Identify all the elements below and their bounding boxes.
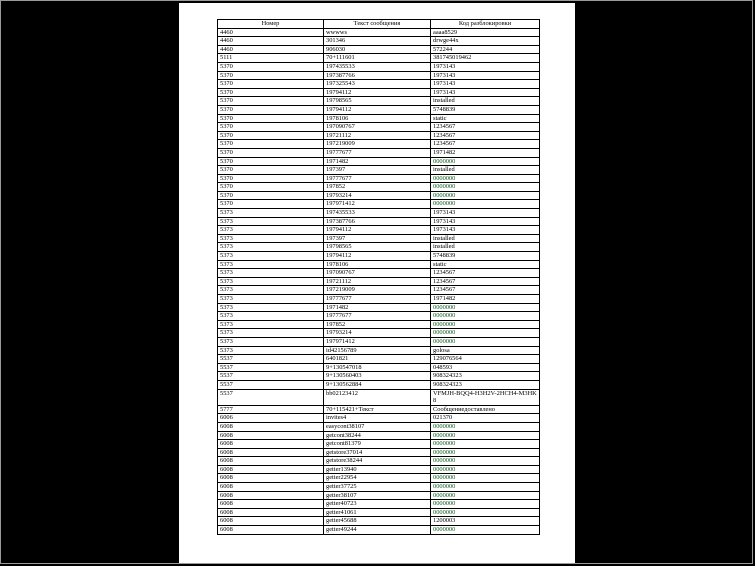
cell-message-text: getstore37014 [324, 448, 431, 457]
cell-number: 5370 [218, 123, 324, 132]
cell-unlock-code: 1234567 [431, 286, 540, 295]
cell-message-text: 197219009 [324, 286, 431, 295]
table-row [218, 54, 540, 63]
table-row [218, 217, 540, 226]
cell-unlock-code: static [431, 260, 540, 269]
cell-unlock-code: 1200003 [431, 517, 540, 526]
table-row [218, 62, 540, 71]
cell-number: 5777 [218, 405, 324, 414]
cell-number: 5373 [218, 252, 324, 261]
cell-number: 6008 [218, 517, 324, 526]
cell-number: 5111 [218, 54, 324, 63]
cell-message-text: 19794112 [324, 105, 431, 114]
cell-message-text: 19777677 [324, 174, 431, 183]
cell-number: 5537 [218, 380, 324, 389]
cell-message-text: 197090767 [324, 269, 431, 278]
table-row [218, 526, 540, 535]
cell-message-text: getter45688 [324, 517, 431, 526]
cell-unlock-code: 0000000 [431, 183, 540, 192]
cell-message-text: 301346 [324, 37, 431, 46]
cell-message-text: 1978106 [324, 114, 431, 123]
cell-unlock-code: installed [431, 234, 540, 243]
cell-number: 6008 [218, 491, 324, 500]
cell-message-text: 19794112 [324, 226, 431, 235]
cell-message-text: 19793214 [324, 329, 431, 338]
cell-number: 5370 [218, 148, 324, 157]
table-row [218, 37, 540, 46]
cell-unlock-code: static [431, 114, 540, 123]
cell-message-text: getter40723 [324, 500, 431, 509]
cell-message-text: 19798565 [324, 243, 431, 252]
document-page [179, 3, 575, 563]
table-row [218, 337, 540, 346]
cell-unlock-code: 1234567 [431, 131, 540, 140]
cell-message-text: getcont38244 [324, 431, 431, 440]
cell-unlock-code: 0000000 [431, 337, 540, 346]
cell-number: 5370 [218, 157, 324, 166]
cell-message-text: easycont38107 [324, 422, 431, 431]
cell-message-text: getter41061 [324, 508, 431, 517]
table-row [218, 183, 540, 192]
cell-message-text: 197852 [324, 320, 431, 329]
cell-message-text: 197090767 [324, 123, 431, 132]
cell-unlock-code: 1973143 [431, 88, 540, 97]
cell-unlock-code: 1973143 [431, 209, 540, 218]
table-row [218, 105, 540, 114]
cell-number: 5370 [218, 191, 324, 200]
cell-number: 5537 [218, 372, 324, 381]
cell-message-text: 19777677 [324, 295, 431, 304]
cell-number: 5373 [218, 277, 324, 286]
table-row [218, 440, 540, 449]
cell-number: 6008 [218, 465, 324, 474]
table-row [218, 414, 540, 423]
cell-unlock-code: 1234567 [431, 123, 540, 132]
cell-unlock-code: 048593 [431, 363, 540, 372]
cell-unlock-code: 1973143 [431, 217, 540, 226]
table-row [218, 157, 540, 166]
cell-number: 5537 [218, 389, 324, 405]
cell-unlock-code: 0000000 [431, 329, 540, 338]
cell-unlock-code: 0000000 [431, 465, 540, 474]
cell-number: 5373 [218, 234, 324, 243]
cell-unlock-code: 1973143 [431, 80, 540, 89]
table-row [218, 140, 540, 149]
cell-number: 5370 [218, 105, 324, 114]
table-row [218, 131, 540, 140]
cell-number: 5370 [218, 200, 324, 209]
table-row [218, 269, 540, 278]
cell-unlock-code: Сообщениедоставлено [431, 405, 540, 414]
cell-unlock-code: 0000000 [431, 483, 540, 492]
cell-unlock-code: installed [431, 243, 540, 252]
cell-number: 5373 [218, 226, 324, 235]
table-row [218, 380, 540, 389]
cell-unlock-code: VFMJH-BQQ4-H3H2V-2HCH4-M3HK8 [431, 389, 540, 405]
cell-message-text: getter37725 [324, 483, 431, 492]
table-row [218, 363, 540, 372]
cell-number: 4460 [218, 45, 324, 54]
cell-number: 6008 [218, 440, 324, 449]
cell-number: 4460 [218, 28, 324, 37]
table-row [218, 114, 540, 123]
cell-unlock-code: 021370 [431, 414, 540, 423]
table-row [218, 329, 540, 338]
cell-number: 5370 [218, 140, 324, 149]
table-row [218, 148, 540, 157]
cell-number: 5373 [218, 312, 324, 321]
cell-unlock-code: 0000000 [431, 320, 540, 329]
cell-number: 6008 [218, 508, 324, 517]
cell-number: 5373 [218, 217, 324, 226]
cell-unlock-code: drwge44x [431, 37, 540, 46]
cell-message-text: 70+115421+Текст [324, 405, 431, 414]
cell-number: 6008 [218, 526, 324, 535]
table-row [218, 226, 540, 235]
table-row [218, 346, 540, 355]
cell-number: 5373 [218, 337, 324, 346]
cell-unlock-code: 0000000 [431, 191, 540, 200]
table-row [218, 260, 540, 269]
table-row [218, 483, 540, 492]
cell-number: 5373 [218, 346, 324, 355]
cell-number: 6006 [218, 414, 324, 423]
cell-message-text: 70+111601 [324, 54, 431, 63]
cell-unlock-code: 0000000 [431, 422, 540, 431]
cell-message-text: 19777677 [324, 312, 431, 321]
cell-message-text: 197387766 [324, 217, 431, 226]
table-row [218, 320, 540, 329]
cell-number: 5373 [218, 329, 324, 338]
table-row [218, 312, 540, 321]
cell-message-text: 9+130547018 [324, 363, 431, 372]
cell-unlock-code: 1234567 [431, 269, 540, 278]
cell-message-text: 1971482 [324, 157, 431, 166]
cell-unlock-code: 0000000 [431, 200, 540, 209]
cell-message-text: getcont81379 [324, 440, 431, 449]
table-row [218, 174, 540, 183]
cell-unlock-code: 1971482 [431, 295, 540, 304]
cell-number: 6008 [218, 457, 324, 466]
cell-unlock-code: 0000000 [431, 440, 540, 449]
table-row [218, 45, 540, 54]
cell-message-text: getter22954 [324, 474, 431, 483]
cell-number: 6008 [218, 483, 324, 492]
cell-number: 5373 [218, 243, 324, 252]
cell-number: 5373 [218, 303, 324, 312]
cell-message-text: 9+130560403 [324, 372, 431, 381]
cell-number: 5537 [218, 355, 324, 364]
cell-message-text: 197387766 [324, 71, 431, 80]
cell-message-text: id42156789 [324, 346, 431, 355]
table-row [218, 243, 540, 252]
cell-message-text: 197852 [324, 183, 431, 192]
cell-message-text: 197435533 [324, 62, 431, 71]
table-row [218, 474, 540, 483]
table-row [218, 303, 540, 312]
cell-message-text: getter38107 [324, 491, 431, 500]
header-number: Номер [218, 20, 324, 29]
table-row [218, 295, 540, 304]
cell-number: 5373 [218, 269, 324, 278]
cell-message-text: 19794112 [324, 88, 431, 97]
cell-unlock-code: 572244 [431, 45, 540, 54]
cell-unlock-code: 908324323 [431, 372, 540, 381]
cell-unlock-code: 5748839 [431, 105, 540, 114]
cell-unlock-code: 1234567 [431, 140, 540, 149]
table-row [218, 97, 540, 106]
table-row [218, 508, 540, 517]
cell-number: 5370 [218, 97, 324, 106]
cell-message-text: bb02123412 [324, 389, 431, 405]
table-row [218, 166, 540, 175]
table-row [218, 372, 540, 381]
table-row [218, 517, 540, 526]
cell-message-text: getter13940 [324, 465, 431, 474]
cell-message-text: 19793214 [324, 191, 431, 200]
table-row [218, 123, 540, 132]
cell-unlock-code: 0000000 [431, 448, 540, 457]
cell-message-text: 197325543 [324, 80, 431, 89]
header-unlock-code: Код разблокировки [431, 20, 540, 29]
table-row [218, 277, 540, 286]
cell-message-text: 906030 [324, 45, 431, 54]
cell-number: 5370 [218, 183, 324, 192]
cell-number: 5370 [218, 114, 324, 123]
cell-unlock-code: 0000000 [431, 174, 540, 183]
cell-number: 5373 [218, 260, 324, 269]
table-row [218, 431, 540, 440]
cell-number: 5373 [218, 320, 324, 329]
cell-number: 5373 [218, 209, 324, 218]
cell-message-text: 197397 [324, 234, 431, 243]
cell-unlock-code: 0000000 [431, 508, 540, 517]
cell-unlock-code: golosa [431, 346, 540, 355]
cell-message-text: 197435533 [324, 209, 431, 218]
cell-number: 5370 [218, 174, 324, 183]
cell-unlock-code: 1973143 [431, 71, 540, 80]
cell-unlock-code: installed [431, 166, 540, 175]
table-row [218, 389, 540, 405]
table-row [218, 491, 540, 500]
cell-number: 6008 [218, 422, 324, 431]
table-row [218, 405, 540, 414]
cell-message-text: getter49244 [324, 526, 431, 535]
cell-unlock-code: 1973143 [431, 62, 540, 71]
cell-message-text: 197971412 [324, 200, 431, 209]
cell-number: 6008 [218, 448, 324, 457]
cell-message-text: 19798565 [324, 97, 431, 106]
table-row [218, 465, 540, 474]
header-message-text: Текст сообщения [324, 20, 431, 29]
table-row [218, 88, 540, 97]
cell-message-text: 197397 [324, 166, 431, 175]
cell-unlock-code: 0000000 [431, 500, 540, 509]
cell-message-text: 9+130562884 [324, 380, 431, 389]
cell-message-text: wwwws [324, 28, 431, 37]
table-row [218, 252, 540, 261]
table-row [218, 286, 540, 295]
cell-unlock-code: installed [431, 97, 540, 106]
table-row [218, 457, 540, 466]
table-row [218, 422, 540, 431]
cell-unlock-code: 1971482 [431, 148, 540, 157]
cell-message-text: 197219009 [324, 140, 431, 149]
cell-message-text: invites4 [324, 414, 431, 423]
cell-number: 5373 [218, 295, 324, 304]
table-row [218, 209, 540, 218]
cell-unlock-code: 0000000 [431, 431, 540, 440]
cell-number: 5370 [218, 80, 324, 89]
cell-unlock-code: 0000000 [431, 312, 540, 321]
table-row [218, 448, 540, 457]
cell-unlock-code: 381745019462 [431, 54, 540, 63]
table-row [218, 28, 540, 37]
cell-message-text: 19777677 [324, 148, 431, 157]
cell-unlock-code: 1234567 [431, 277, 540, 286]
cell-number: 5370 [218, 88, 324, 97]
cell-message-text: 19721112 [324, 277, 431, 286]
cell-number: 6008 [218, 431, 324, 440]
cell-message-text: 19721112 [324, 131, 431, 140]
cell-unlock-code: aaaa8529 [431, 28, 540, 37]
cell-unlock-code: 129076564 [431, 355, 540, 364]
cell-number: 5370 [218, 62, 324, 71]
cell-unlock-code: 1973143 [431, 226, 540, 235]
table-row [218, 200, 540, 209]
cell-number: 5370 [218, 131, 324, 140]
cell-number: 6008 [218, 474, 324, 483]
cell-message-text: 197971412 [324, 337, 431, 346]
cell-message-text: 19794112 [324, 252, 431, 261]
cell-number: 5537 [218, 363, 324, 372]
cell-message-text: getstore38244 [324, 457, 431, 466]
cell-number: 5373 [218, 286, 324, 295]
cell-message-text: 1978106 [324, 260, 431, 269]
cell-message-text: 6401821 [324, 355, 431, 364]
cell-unlock-code: 0000000 [431, 526, 540, 535]
cell-number: 5370 [218, 71, 324, 80]
cell-number: 4460 [218, 37, 324, 46]
cell-unlock-code: 0000000 [431, 303, 540, 312]
cell-number: 6008 [218, 500, 324, 509]
table-row [218, 355, 540, 364]
table-row [218, 500, 540, 509]
table-body [218, 28, 540, 534]
cell-number: 5370 [218, 166, 324, 175]
cell-unlock-code: 5748839 [431, 252, 540, 261]
cell-unlock-code: 0000000 [431, 474, 540, 483]
cell-unlock-code: 0000000 [431, 491, 540, 500]
codes-table [217, 19, 540, 535]
cell-unlock-code: 0000000 [431, 157, 540, 166]
cell-message-text: 1971482 [324, 303, 431, 312]
table-row [218, 80, 540, 89]
cell-unlock-code: 0000000 [431, 457, 540, 466]
cell-unlock-code: 908324323 [431, 380, 540, 389]
table-row [218, 234, 540, 243]
table-header-row [218, 20, 540, 29]
table-row [218, 191, 540, 200]
table-row [218, 71, 540, 80]
